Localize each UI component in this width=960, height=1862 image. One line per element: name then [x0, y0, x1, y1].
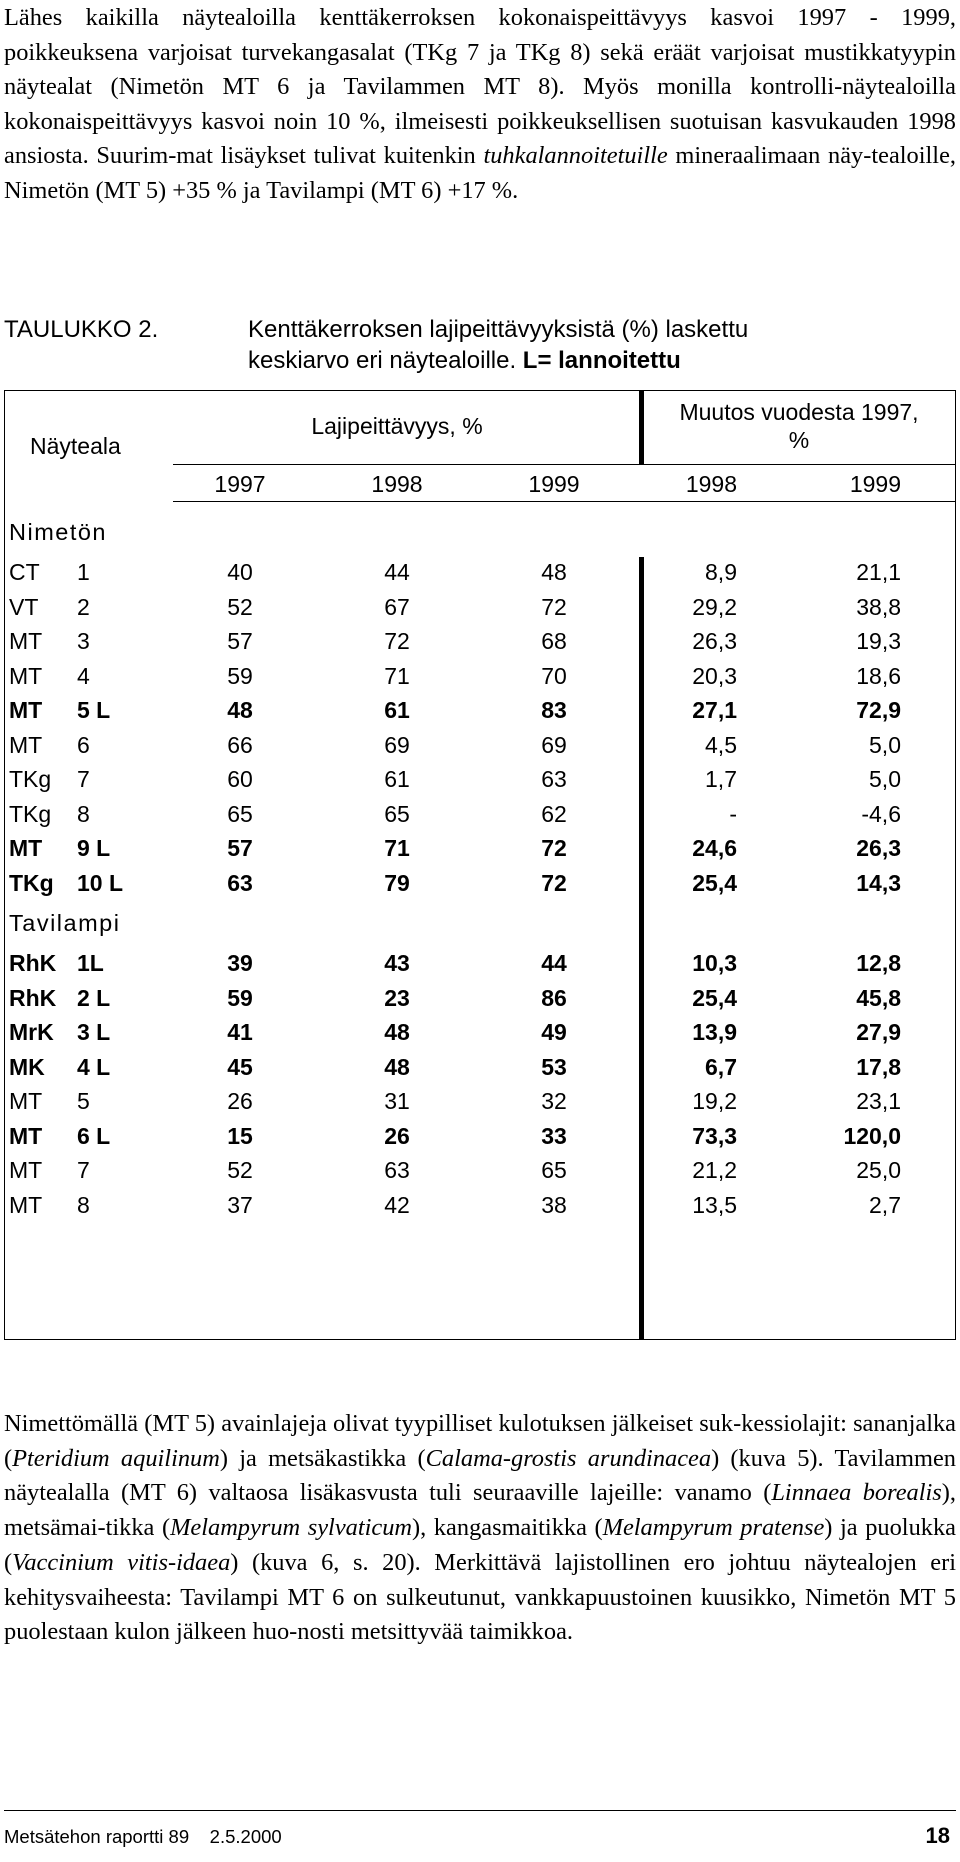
- table-cell: 5,0: [869, 766, 901, 792]
- site-number: 6: [77, 731, 90, 758]
- header-underline-change: [643, 464, 955, 465]
- site-number: 8: [77, 1191, 90, 1218]
- table-cell: 23,1: [856, 1088, 901, 1114]
- table-cell: 61: [384, 697, 410, 723]
- table-cell: 2,7: [869, 1191, 901, 1218]
- site-type: MrK: [9, 1019, 54, 1045]
- species-name: Vaccinium vitis-idaea: [12, 1548, 231, 1576]
- table-cell: 69: [384, 731, 410, 758]
- intro-text-1: Lähes kaikilla näytealoilla kenttäkerroksen kokonaispeittävyys kasvoi 1997 - 1999, poikkeuksena varjoisat turvekangasalat (TKg 7 ja TKg 8) sekä eräät varjoisat mustikkatyypin näytealat (Nimetön MT 6 ja Tavilammen MT 8). Myös monilla kontrolli-näytealoilla kokonaispeittävyys kasvoi noin 10 %, ilmeisesti poikkeuksellisen suotuisan kasvukauden 1998 ansiosta. Suurim-mat lisäykset tulivat kuitenkin: [4, 4, 956, 169]
- table-cell: 67: [384, 593, 410, 620]
- column-separator: [639, 391, 644, 464]
- page-number: 18: [925, 1823, 950, 1848]
- site-number: 5: [77, 1088, 90, 1114]
- caption-text: [248, 314, 868, 376]
- table-cell: 86: [541, 984, 567, 1011]
- site-number: 4: [77, 662, 90, 689]
- table-cell: 44: [384, 559, 410, 585]
- table-cell: 53: [541, 1053, 567, 1080]
- intro-emphasis: tuhkalannoitetuille: [483, 142, 668, 169]
- table-cell: 65: [541, 1157, 567, 1183]
- table-cell: 59: [227, 984, 253, 1011]
- table-cell: 25,4: [692, 869, 737, 896]
- species-name: Melampyrum pratense: [602, 1514, 825, 1542]
- site-number: 7: [77, 766, 90, 792]
- group-label: Tavilampi: [9, 910, 121, 936]
- footer-divider: [4, 1810, 956, 1811]
- table-cell: 6,7: [705, 1053, 737, 1080]
- table-cell: 57: [227, 835, 253, 861]
- site-type: CT: [9, 559, 40, 585]
- table-cell: 21,2: [692, 1157, 737, 1183]
- site-type: TKg: [9, 800, 52, 827]
- species-name: Calama-grostis arundinacea: [425, 1444, 712, 1472]
- table-cell: 29,2: [692, 593, 737, 620]
- header-change-line2: %: [788, 427, 810, 453]
- table-cell: 57: [227, 628, 253, 654]
- table-cell: 52: [227, 593, 253, 620]
- table-cell: 25,0: [856, 1157, 901, 1183]
- table-cell: 41: [227, 1019, 253, 1045]
- table-cell: 72: [541, 869, 567, 896]
- site-type: MT: [9, 628, 43, 654]
- header-change-line1: Muutos vuodesta 1997,: [679, 399, 919, 425]
- site-type: MT: [9, 1191, 43, 1218]
- table-cell: 72: [541, 835, 567, 861]
- table-cell: 65: [227, 800, 253, 827]
- site-type: MT: [9, 731, 43, 758]
- site-number: 6 L: [77, 1122, 111, 1149]
- table-cell: 68: [541, 628, 567, 654]
- site-number: 7: [77, 1157, 90, 1183]
- header-year: 1999: [849, 471, 901, 497]
- intro-paragraph: [4, 1, 956, 208]
- site-type: MT: [9, 835, 43, 861]
- site-number: 4 L: [77, 1053, 111, 1080]
- site-type: MT: [9, 697, 43, 723]
- table-cell: 72: [384, 628, 410, 654]
- site-number: 9 L: [77, 835, 111, 861]
- table-cell: 39: [227, 950, 253, 976]
- table-cell: 69: [541, 731, 567, 758]
- site-type: TKg: [9, 766, 52, 792]
- header-year: 1997: [214, 471, 266, 497]
- table-cell: 23: [384, 984, 410, 1011]
- table-cell: 5,0: [869, 731, 901, 758]
- table-cell: 38: [541, 1191, 567, 1218]
- table-cell: 40: [227, 559, 253, 585]
- header-year: 1998: [371, 471, 423, 497]
- table-cell: 33: [541, 1122, 567, 1149]
- site-number: 8: [77, 800, 90, 827]
- table-cell: 31: [384, 1088, 410, 1114]
- table-cell: 4,5: [705, 731, 737, 758]
- table-cell: 48: [541, 559, 567, 585]
- table-cell: 26,3: [692, 628, 737, 654]
- table-cell: 13,5: [692, 1191, 737, 1218]
- table-cell: 26: [227, 1088, 253, 1114]
- table-cell: 45,8: [856, 984, 901, 1011]
- table-cell: 20,3: [692, 662, 737, 689]
- table-cell: 63: [384, 1157, 410, 1183]
- table-cell: -: [729, 800, 737, 827]
- coverage-table: [4, 390, 956, 1340]
- table-cell: 8,9: [705, 559, 737, 585]
- table-cell: 48: [227, 697, 253, 723]
- caption-label: TAULUKKO 2.: [4, 316, 159, 343]
- table-cell: 72: [541, 593, 567, 620]
- site-type: VT: [9, 593, 39, 620]
- table-cell: 48: [384, 1053, 410, 1080]
- group-label: Nimetön: [9, 519, 108, 545]
- species-name: Pteridium aquilinum: [12, 1444, 220, 1472]
- site-type: MT: [9, 662, 43, 689]
- table-cell: 15: [227, 1122, 253, 1149]
- table-cell: 26,3: [856, 835, 901, 861]
- site-type: RhK: [9, 950, 57, 976]
- table-cell: 45: [227, 1053, 253, 1080]
- table-cell: 63: [541, 766, 567, 792]
- site-number: 1: [77, 559, 90, 585]
- caption-line-1: Kenttäkerroksen lajipeittävyyksistä (%) laskettu: [248, 316, 749, 343]
- caption-line-2: keskiarvo eri näytealoille. L= lannoitettu: [248, 347, 681, 374]
- site-type: MK: [9, 1053, 45, 1080]
- table-cell: 120,0: [843, 1122, 901, 1149]
- table-cell: 12,8: [856, 950, 901, 976]
- table-cell: 83: [541, 697, 567, 723]
- species-name: Linnaea borealis: [771, 1479, 942, 1507]
- header-underline-coverage: [173, 464, 643, 465]
- table-cell: 70: [541, 662, 567, 689]
- table-cell: 59: [227, 662, 253, 689]
- table-cell: 60: [227, 766, 253, 792]
- site-number: 5 L: [77, 697, 111, 723]
- site-type: TKg: [9, 869, 54, 896]
- table-cell: 72,9: [856, 697, 901, 723]
- header-year: 1999: [528, 471, 580, 497]
- table-cell: 24,6: [692, 835, 737, 861]
- site-number: 3: [77, 628, 90, 654]
- table-cell: 49: [541, 1019, 567, 1045]
- table-cell: 52: [227, 1157, 253, 1183]
- table-cell: 13,9: [692, 1019, 737, 1045]
- table-cell: 73,3: [692, 1122, 737, 1149]
- site-number: 3 L: [77, 1019, 111, 1045]
- table-cell: 66: [227, 731, 253, 758]
- table-cell: 25,4: [692, 984, 737, 1011]
- site-number: 10 L: [77, 869, 124, 896]
- species-name: Melampyrum sylvaticum: [170, 1514, 413, 1542]
- header-year: 1998: [685, 471, 737, 497]
- table-cell: 21,1: [856, 559, 901, 585]
- table-cell: 10,3: [692, 950, 737, 976]
- table-cell: 27,9: [856, 1019, 901, 1045]
- table-cell: 63: [227, 869, 253, 896]
- site-type: MT: [9, 1157, 43, 1183]
- table-cell: 38,8: [856, 593, 901, 620]
- table-cell: 61: [384, 766, 410, 792]
- table-cell: 37: [227, 1191, 253, 1218]
- table-cell: 42: [384, 1191, 410, 1218]
- table-cell: 48: [384, 1019, 410, 1045]
- outro-paragraph: Nimettömällä (MT 5) avainlajeja olivat tyypilliset kulotuksen jälkeiset suk-kessiolajit: sananjalka (Pteridium aquilinum) ja metsäkastikka (Calama-grostis arundinacea) (kuva 5). Tavilammen näytealalla (MT 6) valtaosa lisäkasvusta tuli seuraaville lajeille: vanamo (Linnaea borealis), metsämai-tikka (Melampyrum sylvaticum), kangasmaitikka (Melampyrum pratense) ja puolukka (Vaccinium vitis-idaea) (kuva 6, s. 20). Merkittävä lajistollinen ero johtuu näytealojen eri kehitysvaiheesta: Tavilampi MT 6 on sulkeutunut, vankkapuustoinen kuusikko, Nimetön MT 5 puolestaan kulon jälkeen huo-nosti metsittyvää taimikkoa.: [4, 1410, 957, 1646]
- table-cell: 44: [541, 950, 567, 976]
- table-cell: -4,6: [861, 800, 901, 827]
- site-type: MT: [9, 1088, 43, 1114]
- table-cell: 43: [384, 950, 410, 976]
- table-cell: 65: [384, 800, 410, 827]
- table-cell: 71: [384, 835, 410, 861]
- site-number: 1L: [77, 950, 104, 976]
- table-cell: 19,3: [856, 628, 901, 654]
- site-type: MT: [9, 1122, 43, 1149]
- table-cell: 27,1: [692, 697, 737, 723]
- site-number: 2: [77, 593, 90, 620]
- table-cell: 71: [384, 662, 410, 689]
- header-coverage: Lajipeittävyys, %: [311, 413, 483, 439]
- table-cell: 1,7: [705, 766, 737, 792]
- table-cell: 17,8: [856, 1053, 901, 1080]
- table-cell: 79: [384, 869, 410, 896]
- table-cell: 26: [384, 1122, 410, 1149]
- intro-text-2: mineraalimaan näy-tealoille, Nimetön (MT 5) +35 % ja Tavilampi (MT 6) +17 %.: [4, 142, 956, 204]
- caption-legend: L= lannoitettu: [522, 347, 681, 374]
- table-cell: 62: [541, 800, 567, 827]
- table-cell: 19,2: [692, 1088, 737, 1114]
- table-cell: 14,3: [856, 869, 901, 896]
- footer-report-info: Metsätehon raportti 89 2.5.2000: [4, 1826, 282, 1847]
- site-number: 2 L: [77, 984, 111, 1011]
- header-bottom-rule: [173, 501, 955, 502]
- header-site: Näyteala: [30, 433, 121, 459]
- table-cell: 18,6: [856, 662, 901, 689]
- site-type: RhK: [9, 984, 57, 1011]
- table-cell: 32: [541, 1088, 567, 1114]
